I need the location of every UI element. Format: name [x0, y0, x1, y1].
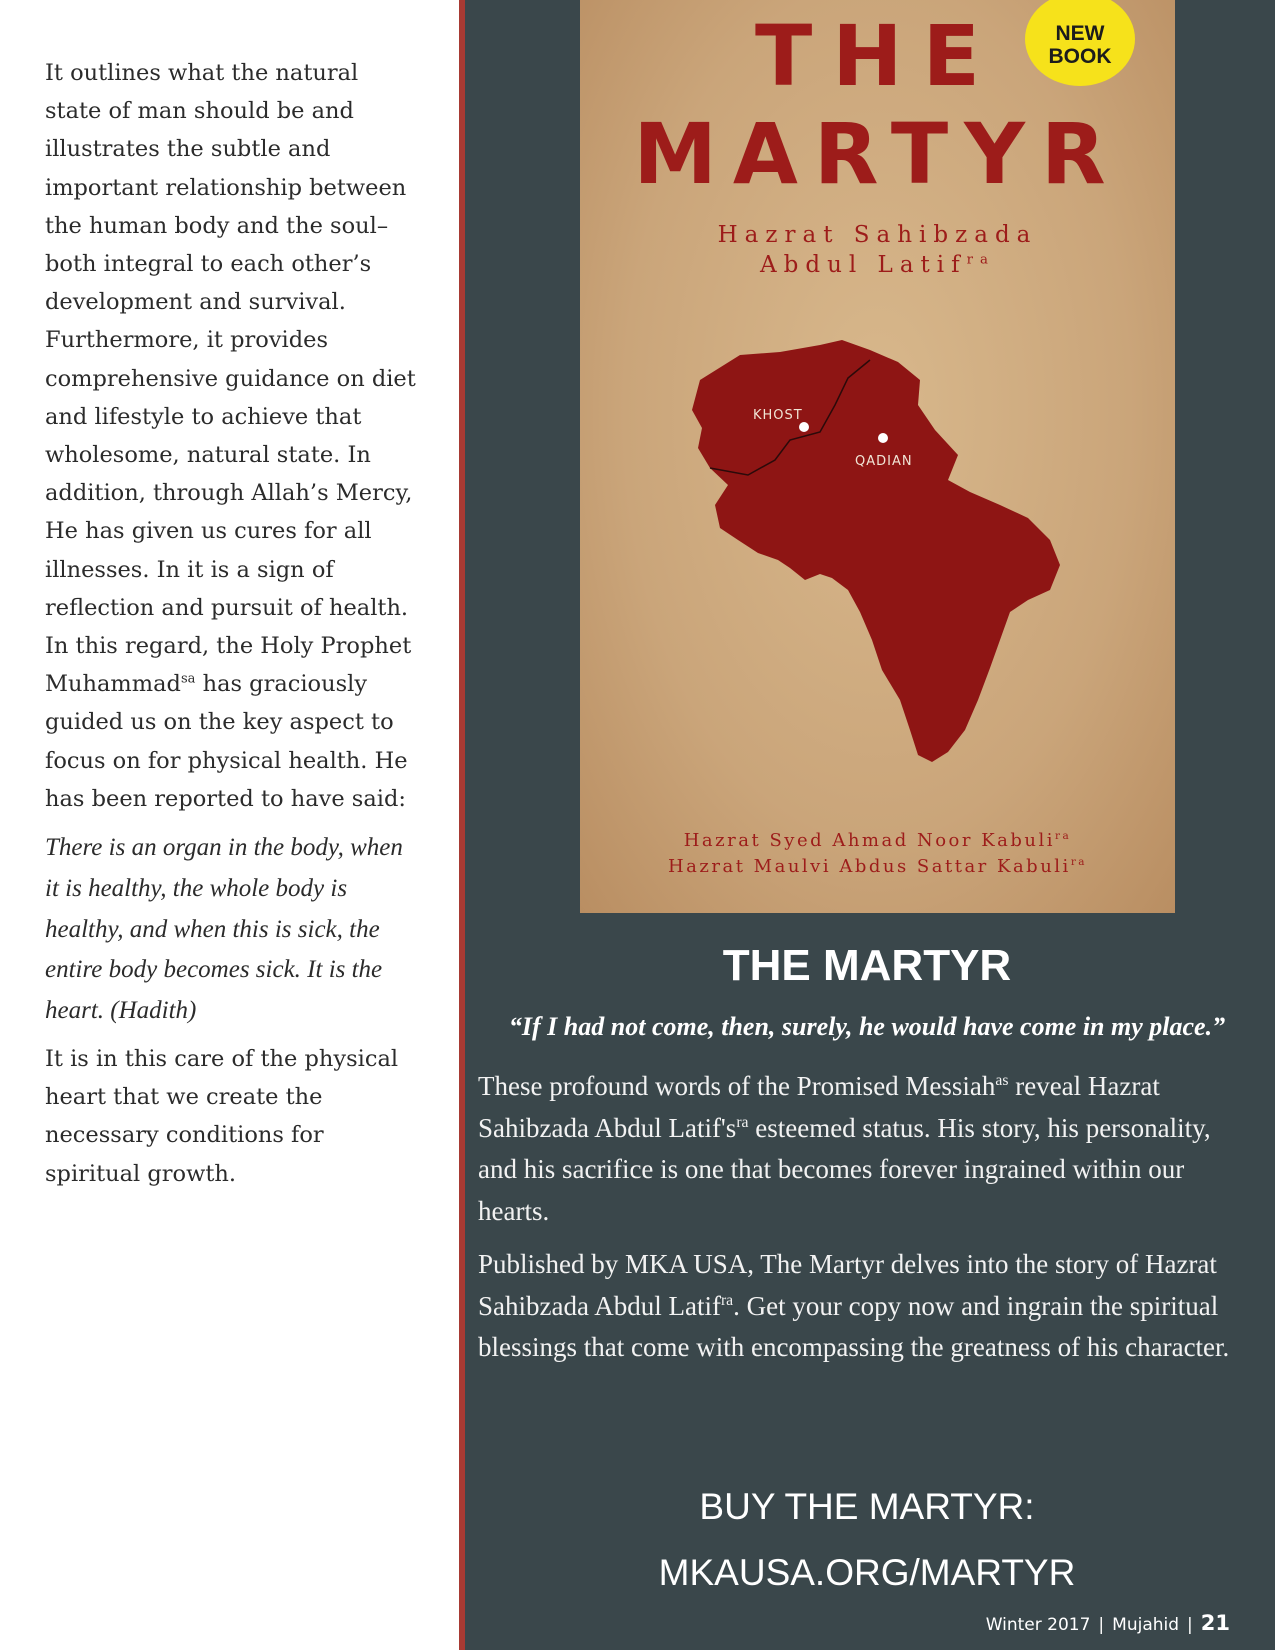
- badge-line-1: NEW: [1055, 22, 1105, 45]
- desc-text: reveal Hazrat Sahibzada Abdul Latif's: [478, 1071, 1160, 1143]
- body-paragraph-1: [45, 54, 420, 818]
- cover-subtitle-line-1: Hazrat Sahibzada: [717, 222, 1038, 248]
- book-description-2: [478, 1244, 1238, 1369]
- author-name: Hazrat Maulvi Abdus Sattar Kabuli: [667, 856, 1071, 877]
- subtitle-text: Abdul Latif: [760, 252, 967, 278]
- paragraph-text: It outlines what the natural state of man should be and illustrates the subtle and important relationship between the human body and the soul–both integral to each other’s development and survival. Furthermore, it provides comprehensive guidance on diet and lifestyle to achieve that wholesome, natural state. In addition, through Allah’s Mercy, He has given us cures for all illnesses. In it is a sign of reflection and pursuit of health. In this regard, the Holy Prophet Muhammad: [45, 60, 416, 698]
- body-paragraph-2: It is in this care of the physical heart that we create the necessary conditions for spiritual growth.: [45, 1046, 399, 1187]
- cover-subtitle: [580, 220, 1175, 280]
- khost-marker: [799, 422, 809, 432]
- column-divider: [459, 0, 465, 1650]
- buy-label: BUY THE MARTYR:: [699, 1486, 1035, 1527]
- desc-text: . Get your copy now and ingrain the spiritual blessings that come with encompassing the greatness of his character.: [478, 1290, 1230, 1362]
- south-asia-map-shape: [692, 340, 1060, 762]
- footer-separator: |: [1098, 1615, 1105, 1635]
- honorific-sup: ra: [736, 1113, 749, 1131]
- hadith-quote: There is an organ in the body, when it is healthy, the whole body is healthy, and when this is sick, the entire body becomes sick. It is the heart. (Hadith): [45, 834, 403, 1025]
- desc-text: These profound words of the Promised Messiah: [478, 1071, 996, 1101]
- cover-title-martyr: MARTYR: [633, 105, 1122, 203]
- honorific-sup: ra: [1070, 856, 1088, 868]
- honorific-sup: ra: [966, 252, 995, 268]
- map-label-khost: KHOST: [753, 408, 803, 423]
- honorific-sup: ra: [720, 1291, 734, 1309]
- honorific-sup: ra: [1055, 830, 1072, 842]
- buy-link[interactable]: MKAUSA.ORG/MARTYR: [658, 1552, 1076, 1593]
- book-description-1: [478, 1066, 1238, 1232]
- honorific-sup: as: [995, 1072, 1009, 1089]
- footer-issue: Winter 2017: [985, 1615, 1091, 1635]
- book-cover: [580, 0, 1175, 913]
- cover-author-2: [580, 854, 1175, 880]
- page-footer: [986, 1613, 1230, 1635]
- cover-authors: [580, 828, 1175, 880]
- qadian-marker: [878, 433, 888, 443]
- map-label-qadian: QADIAN: [855, 454, 913, 469]
- page-number: 21: [1200, 1611, 1230, 1635]
- book-tagline: “If I had not come, then, surely, he would have come in my place.”: [508, 1012, 1226, 1041]
- desc-text: Published by MKA USA, The Martyr delves into the story of Hazrat Sahibzada Abdul Latif: [478, 1249, 1217, 1321]
- footer-separator-2: |: [1187, 1615, 1193, 1635]
- badge-line-2: BOOK: [1048, 45, 1112, 68]
- left-column: [45, 54, 420, 1193]
- author-name: Hazrat Syed Ahmad Noor Kabuli: [683, 830, 1056, 851]
- cover-author-1: [580, 828, 1175, 854]
- paragraph-text-end: has graciously guided us on the key aspect to focus on for physical health. He has been reported to have said:: [45, 671, 408, 812]
- cover-title-the: THE: [755, 7, 1000, 105]
- honorific-sup: sa: [180, 671, 196, 687]
- desc-text: esteemed status. His story, his personality, and his sacrifice is one that becomes forever ingrained within our hearts.: [478, 1112, 1211, 1226]
- book-heading: THE MARTYR: [722, 941, 1012, 990]
- footer-magazine: Mujahid: [1112, 1615, 1180, 1635]
- cover-subtitle-line-2: [580, 250, 1175, 280]
